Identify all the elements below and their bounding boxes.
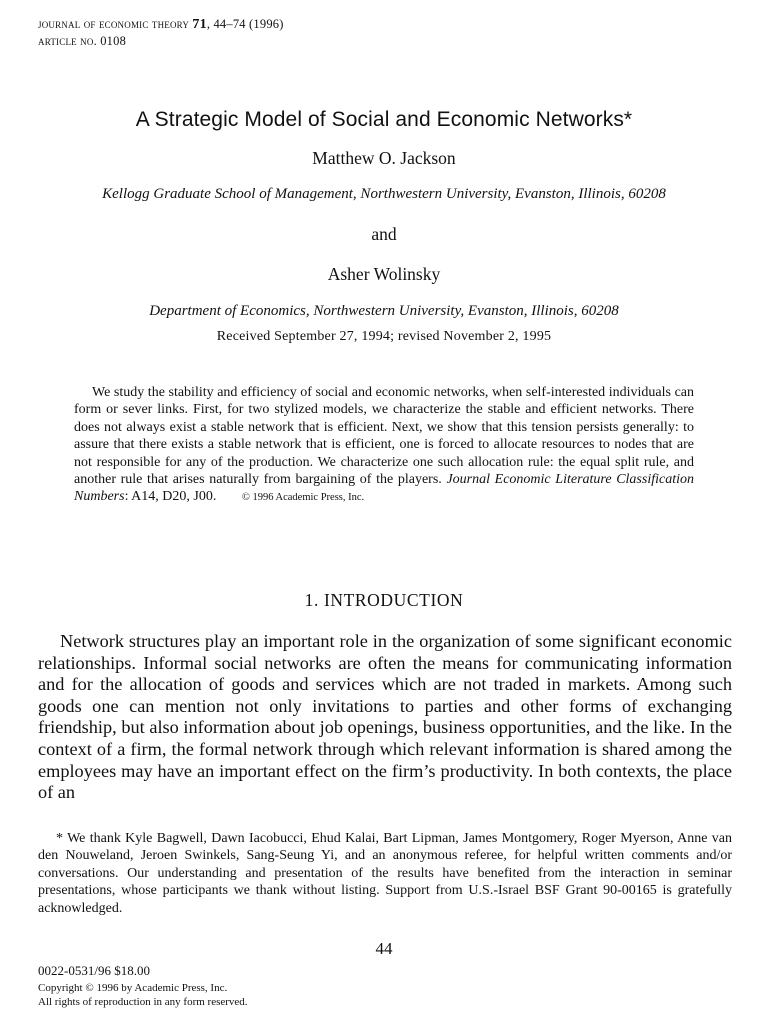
author-affiliation-1: Kellogg Graduate School of Management, Northwestern University, Evanston, Illinois, 60208 xyxy=(102,186,666,202)
publisher-info xyxy=(38,962,248,1009)
paper-title: A Strategic Model of Social and Economic Networks* xyxy=(135,108,633,131)
issn-price: 0022-0531/96 $18.00 xyxy=(38,963,150,978)
abstract-paragraph xyxy=(74,384,694,507)
received-dates: Received September 27, 1994; revised November 2, 1995 xyxy=(216,329,552,344)
section-heading: 1. INTRODUCTION xyxy=(304,590,464,610)
jel-codes: : A14, D20, J00. xyxy=(124,489,217,505)
publisher-copyright: Copyright © 1996 by Academic Press, Inc. xyxy=(38,982,228,994)
footnote xyxy=(38,830,732,917)
journal-pages-year: , 44–74 (1996) xyxy=(206,17,284,31)
intro-paragraph: Network structures play an important role in the organization of some significant economic relationships. Informal social networks are often the means for communicating information and for the allocation of goods and services which are not traded in markets. Among such goods one can mention not only invitations to parties and other forms of exchanging friendship, but also information about job openings, business opportunities, and the like. In the context of a firm, the formal network through which relevant information is shared among the employees may have an important effect on the firm’s productivity. In both contexts, the place of an xyxy=(38,631,732,803)
journal-volume: 71 xyxy=(192,17,207,32)
author-separator: and xyxy=(371,224,397,244)
jel-label: Journal Economic Literature Classification Numbers xyxy=(74,472,694,505)
page-number: 44 xyxy=(375,939,393,958)
abstract xyxy=(74,384,694,507)
journal-citation xyxy=(38,16,284,33)
footnote-text: * We thank Kyle Bagwell, Dawn Iacobucci, Ehud Kalai, Bart Lipman, James Montgomery, Roger Myerson, Anne van den Nouweland, Jeroen Swinkels, Sang-Seung Yi, and an anonymous referee, for helpful written comments and/or conversations. Our understanding and presentation of the results have benefited from the interaction in seminar presentations, whose participants we thank without listing. Support from U.S.-Israel BSF Grant 90-00165 is gratefully acknowledged. xyxy=(38,831,732,916)
intro-body xyxy=(38,631,732,804)
author-name-2: Asher Wolinsky xyxy=(327,264,441,284)
rights-notice: All rights of reproduction in any form reserved. xyxy=(38,995,248,1008)
journal-name: journal of economic theory xyxy=(38,17,190,31)
author-affiliation-2: Department of Economics, Northwestern University, Evanston, Illinois, 60208 xyxy=(149,303,619,319)
abstract-copyright: © 1996 Academic Press, Inc. xyxy=(241,492,365,504)
article-number: article no. 0108 xyxy=(38,34,127,48)
abstract-text: We study the stability and efficiency of social and economic networks, when self-interested individuals can form or sever links. First, for two stylized models, we characterize the stable and efficient networks. There does not always exist a stable network that is efficient. Next, we show that this tension persists generally: to assure that there exists a stable network that is efficient, one is forced to allocate resources to nodes that are not responsible for any of the production. We characterize one such allocation rule: the equal split rule, and another rule that arises naturally from bargaining of the players. xyxy=(74,385,694,488)
author-name-1: Matthew O. Jackson xyxy=(312,148,456,168)
journal-header xyxy=(38,16,284,49)
